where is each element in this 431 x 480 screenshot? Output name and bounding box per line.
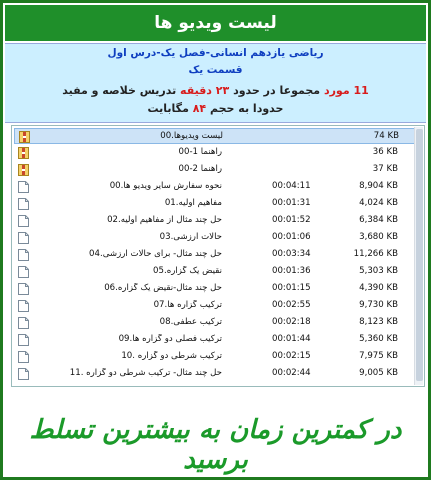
file-row[interactable]: [14, 128, 416, 144]
file-name: ترکیب عطفی.08: [159, 317, 222, 327]
file-size: 5,360 KB: [359, 334, 398, 344]
file-name: نحوه سفارش سایر ویدیو ها.00: [109, 181, 222, 191]
file-duration: 00:01:31: [272, 198, 311, 208]
size-prefix: حدودا به حجم: [206, 102, 284, 115]
file-row[interactable]: [14, 145, 416, 161]
file-duration: 00:04:11: [272, 181, 311, 191]
document-icon: [18, 334, 29, 346]
scrollbar-thumb[interactable]: [416, 129, 423, 381]
file-duration: 00:01:06: [272, 232, 311, 242]
course-summary-line: [5, 84, 426, 97]
file-list: [11, 125, 425, 387]
file-row[interactable]: [14, 213, 416, 229]
document-icon: [18, 300, 29, 312]
file-row[interactable]: [14, 332, 416, 348]
file-duration: 00:02:55: [272, 300, 311, 310]
document-icon: [18, 181, 29, 193]
file-row[interactable]: [14, 349, 416, 365]
file-name: ترکیب گزاره ها.07: [153, 300, 222, 310]
document-icon: [18, 283, 29, 295]
file-size: 8,904 KB: [359, 181, 398, 191]
file-row[interactable]: [14, 264, 416, 280]
file-duration: 00:02:15: [272, 351, 311, 361]
summary-text: مجموعا در حدود: [229, 84, 324, 97]
file-row[interactable]: [14, 298, 416, 314]
document-icon: [18, 351, 29, 363]
item-count: 11 مورد: [323, 84, 369, 97]
file-name: حل چند مثال-نقیض یک گزاره.06: [104, 283, 222, 293]
file-row[interactable]: [14, 315, 416, 331]
file-row[interactable]: [14, 366, 416, 382]
file-name: حالات ارزشی.03: [159, 232, 222, 242]
total-duration: ۲۳ دقیقه: [180, 84, 230, 97]
archive-icon: [19, 131, 30, 143]
file-name: حل چند مثال از مفاهیم اولیه.02: [107, 215, 222, 225]
file-row[interactable]: [14, 196, 416, 212]
file-row[interactable]: [14, 179, 416, 195]
file-size: 37 KB: [372, 164, 398, 174]
file-row[interactable]: [14, 230, 416, 246]
archive-icon: [18, 147, 29, 159]
document-icon: [18, 198, 29, 210]
file-name: حل چند مثال- ترکیب شرطی دو گزاره .11: [69, 368, 222, 378]
file-name: ترکیب فصلی دو گزاره ها.09: [118, 334, 222, 344]
file-duration: 00:01:52: [272, 215, 311, 225]
size-suffix: مگابایت: [147, 102, 193, 115]
document-icon: [18, 249, 29, 261]
file-duration: 00:03:34: [272, 249, 311, 259]
summary-suffix: تدریس خلاصه و مفید: [62, 84, 181, 97]
file-size: 74 KB: [373, 131, 399, 141]
course-title: ریاضی یازدهم انسانی-فصل یک-درس اول: [107, 47, 324, 59]
document-icon: [18, 368, 29, 380]
file-size: 36 KB: [372, 147, 398, 157]
file-row[interactable]: [14, 281, 416, 297]
slogan-box: [5, 391, 426, 475]
file-name: نقیض یک گزاره.05: [153, 266, 222, 276]
course-part: قسمت یک: [188, 64, 243, 76]
document-icon: [18, 215, 29, 227]
document-icon: [18, 232, 29, 244]
course-size-line: [5, 102, 426, 115]
file-duration: 00:01:36: [272, 266, 311, 276]
file-duration: 00:02:44: [272, 368, 311, 378]
file-duration: 00:01:15: [272, 283, 311, 293]
document-icon: [18, 317, 29, 329]
file-size: 11,266 KB: [353, 249, 398, 259]
file-size: 4,024 KB: [359, 198, 398, 208]
file-size: 6,384 KB: [359, 215, 398, 225]
file-name: راهنما 2-00: [178, 164, 222, 174]
file-row[interactable]: [14, 247, 416, 263]
file-duration: 00:02:18: [272, 317, 311, 327]
file-duration: 00:01:44: [272, 334, 311, 344]
file-row[interactable]: [14, 162, 416, 178]
file-size: 7,975 KB: [359, 351, 398, 361]
total-size: ۸۴: [192, 102, 207, 115]
file-name: حل چند مثال- برای حالات ارزشی.04: [89, 249, 222, 259]
archive-icon: [18, 164, 29, 176]
slogan-text: در کمترین زمان به بیشترین تسلط برسید: [29, 415, 402, 475]
file-size: 9,730 KB: [359, 300, 398, 310]
page-title: لیست ویدیو ها: [5, 5, 426, 41]
file-name: مفاهیم اولیه.01: [164, 198, 222, 208]
vertical-scrollbar[interactable]: [414, 127, 423, 385]
file-size: 4,390 KB: [359, 283, 398, 293]
file-size: 8,123 KB: [359, 317, 398, 327]
file-name: لیست ویدیوها.00: [160, 131, 223, 141]
file-name: ترکیب شرطی دو گزاره .10: [121, 351, 222, 361]
file-size: 3,680 KB: [359, 232, 398, 242]
course-info-box: [5, 43, 426, 123]
file-name: راهنما 1-00: [178, 147, 222, 157]
file-size: 5,303 KB: [359, 266, 398, 276]
file-size: 9,005 KB: [359, 368, 398, 378]
document-icon: [18, 266, 29, 278]
